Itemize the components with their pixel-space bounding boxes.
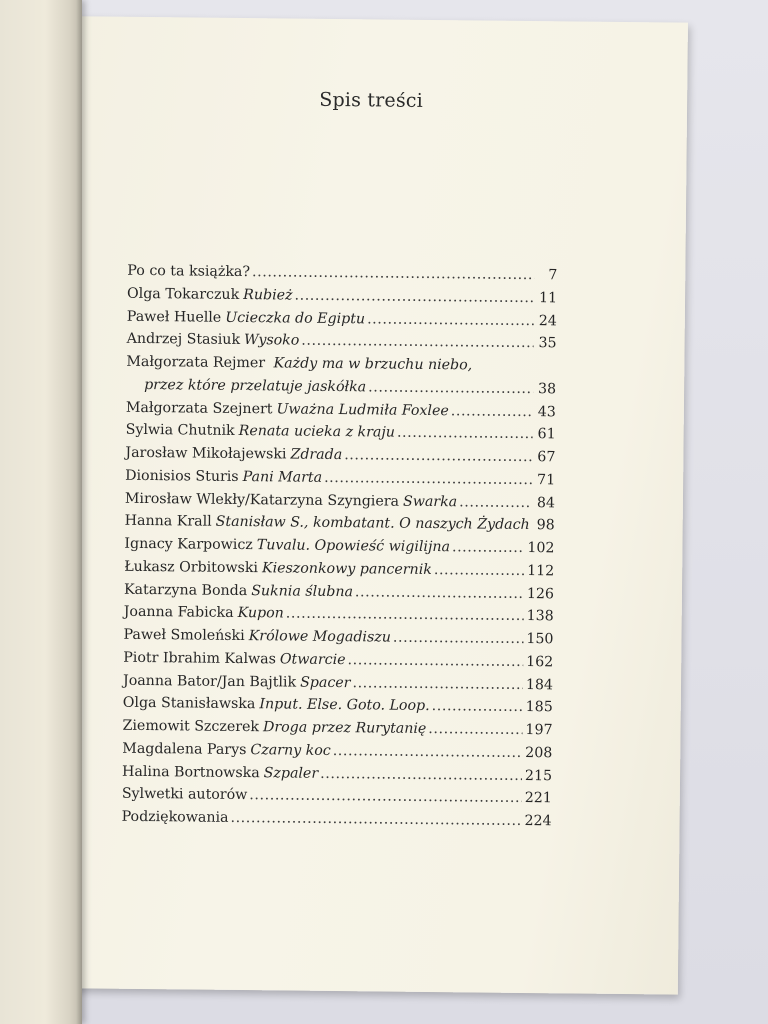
leader-dots <box>367 308 534 332</box>
entry-author: Ziemowit Szczerek <box>122 717 260 736</box>
entry-title: Renata ucieka z kraju <box>238 423 396 441</box>
leader-dots <box>320 762 522 787</box>
entry-title: Pani Marta <box>242 468 323 486</box>
entry-author: Podziękowania <box>121 808 229 826</box>
entry-title: Każdy ma w brzuchu niebo, <box>273 355 473 374</box>
entry-title: Input. Else. Goto. Loop. <box>259 696 430 715</box>
toc-entry <box>121 806 551 833</box>
page-title: Spis treści <box>319 88 424 112</box>
entry-title: Kupon <box>237 605 284 622</box>
leader-dots <box>397 422 533 446</box>
entry-title: Wysoko <box>243 332 300 349</box>
book-page <box>42 16 688 995</box>
entry-author: Andrzej Stasiuk <box>126 331 241 349</box>
entry-page-number: 11 <box>538 289 558 307</box>
leader-dots <box>252 261 535 287</box>
leader-dots <box>452 536 525 560</box>
leader-dots <box>294 284 534 309</box>
leader-dots <box>368 376 533 400</box>
leader-dots <box>230 807 521 833</box>
entry-author: Sylwia Chutnik <box>125 422 235 440</box>
entry-title: Czarny koc <box>250 741 331 759</box>
leader-dots <box>347 649 523 674</box>
entry-page-number: 138 <box>526 608 554 625</box>
entry-author: Halina Bortnowska <box>122 763 260 781</box>
entry-author: Łukasz Orbitowski <box>124 558 259 576</box>
leader-dots <box>333 740 523 765</box>
entry-page-number: 7 <box>548 267 558 284</box>
entry-author: Małgorzata Szejnert <box>125 399 273 417</box>
leader-dots <box>344 444 532 469</box>
leader-dots <box>459 491 532 515</box>
previous-page-edge <box>0 0 82 1024</box>
entry-author: Joanna Bator/Jan Bajtlik <box>122 672 297 691</box>
entry-title: Otwarcie <box>279 651 346 668</box>
entry-page-number: 162 <box>526 653 554 671</box>
entry-page-number: 43 <box>537 403 556 420</box>
leader-dots <box>352 672 523 697</box>
leader-dots <box>355 581 524 606</box>
entry-author: Piotr Ibrahim Kalwas <box>123 649 277 668</box>
entry-title: Droga przez Rurytanię <box>262 719 427 737</box>
entry-author: Olga Tokarczuk <box>127 285 240 303</box>
entry-title: Stanisław S., kombatant. O naszych Żydach <box>215 513 530 534</box>
entry-title: Kieszonkowy pancernik <box>261 559 432 578</box>
entry-page-number: 215 <box>524 767 553 784</box>
entry-page-number: 61 <box>537 426 556 443</box>
entry-title: Zdrada <box>290 446 343 464</box>
leader-dots <box>393 627 524 651</box>
leader-dots <box>451 400 533 424</box>
leader-dots <box>286 603 524 628</box>
entry-page-number: 150 <box>526 631 554 648</box>
entry-title: Rubież <box>243 286 293 304</box>
entry-title: Spacer <box>300 674 351 691</box>
entry-page-number: 24 <box>538 312 557 329</box>
entry-page-number: 112 <box>527 562 555 580</box>
entry-title: Ucieczka do Egiptu <box>225 309 366 327</box>
entry-author: Joanna Fabicka <box>123 604 234 622</box>
entry-page-number: 224 <box>524 812 552 830</box>
entry-author: Jarosław Mikołajewski <box>125 444 287 463</box>
entry-author: Sylwetki autorów <box>121 786 248 804</box>
entry-author: Małgorzata Rejmer <box>126 353 266 372</box>
entry-author: Paweł Huelle <box>126 308 222 326</box>
entry-author: Hanna Krall <box>124 513 212 530</box>
leader-dots <box>434 559 524 583</box>
leader-dots <box>301 330 534 355</box>
entry-page-number: 197 <box>525 721 553 739</box>
entry-author: Dionisios Sturis <box>125 467 239 485</box>
entry-title: Szpaler <box>263 764 319 782</box>
leader-dots <box>428 718 522 742</box>
entry-author: Magdalena Parys <box>122 740 247 758</box>
entry-author: Olga Stanisławska <box>122 695 256 713</box>
entry-page-number: 126 <box>526 585 555 602</box>
entry-author: Mirosław Wlekły/Katarzyna Szyngiera <box>124 490 400 510</box>
entry-page-number: 208 <box>525 744 553 762</box>
entry-page-number: 184 <box>525 676 554 693</box>
entry-author: Po co ta książka? <box>127 262 251 281</box>
entry-title: Tuvalu. Opowieść wigilijna <box>256 537 451 556</box>
entry-page-number: 71 <box>537 471 556 489</box>
entry-page-number: 185 <box>525 699 553 716</box>
entry-title: Uważna Ludmiła Foxlee <box>276 400 449 419</box>
table-of-contents <box>121 260 557 833</box>
entry-page-number: 84 <box>536 494 556 511</box>
entry-author: Ignacy Karpowicz <box>124 535 253 554</box>
entry-page-number: 67 <box>537 449 556 466</box>
entry-title: Suknia ślubna <box>251 582 354 600</box>
entry-title: Królowe Mogadiszu <box>248 628 391 646</box>
entry-page-number: 38 <box>537 380 557 398</box>
entry-author: Paweł Smoleński <box>123 626 245 645</box>
leader-dots <box>432 695 523 719</box>
entry-title-continuation: przez które przelatuje jaskółka <box>144 376 367 396</box>
entry-page-number: 35 <box>538 335 557 352</box>
entry-page-number: 102 <box>527 540 555 557</box>
leader-dots <box>249 784 522 810</box>
entry-page-number: 98 <box>536 517 555 534</box>
entry-page-number: 221 <box>524 790 552 807</box>
entry-author: Katarzyna Bonda <box>123 581 248 599</box>
leader-dots <box>324 467 532 492</box>
entry-title: Swarka <box>402 493 458 510</box>
